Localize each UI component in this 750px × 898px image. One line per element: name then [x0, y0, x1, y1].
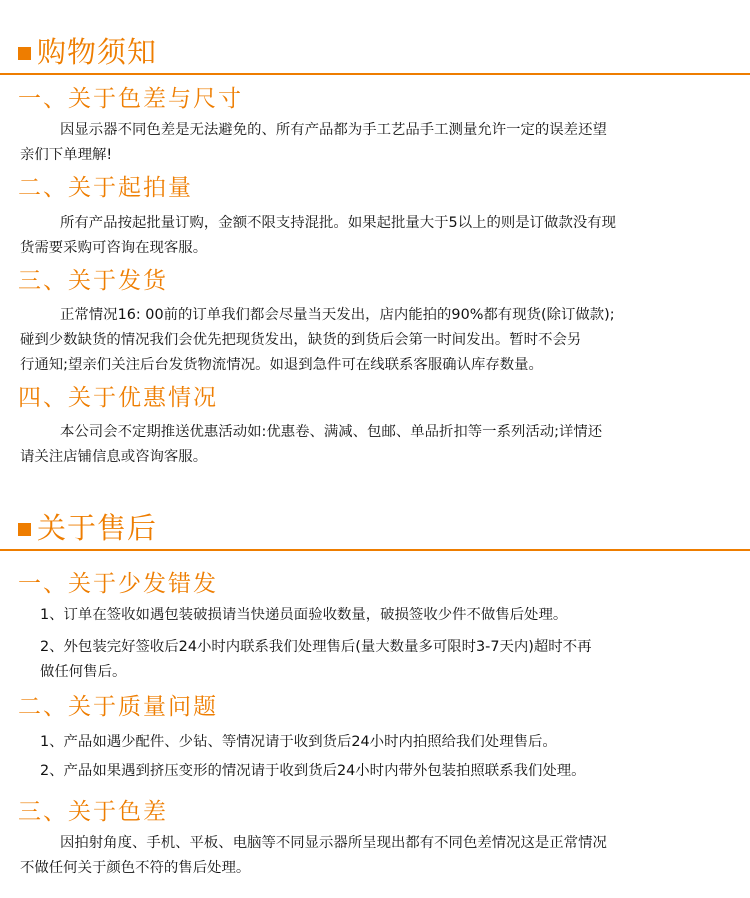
list-item: 1、订单在签收如遇包装破损请当快递员面验收数量，破损签收少件不做售后处理。: [40, 607, 568, 623]
list-item: 2、外包装完好签收后24小时内联系我们处理售后(量大数量多可限时3-7天内)超时不再 做任何售后。: [40, 639, 592, 680]
heading-color-difference: 三、关于色差: [18, 799, 168, 825]
section-title-after-sales: 关于售后: [18, 506, 157, 546]
heading-color-size: 一、关于色差与尺寸: [18, 86, 243, 112]
orange-square-bullet-icon: [18, 47, 31, 60]
paragraph-color-difference: 因拍射角度、手机、平板、电脑等不同显示器所呈现出都有不同色差情况这是正常情况 不做任何关于颜色不符的售后处理。: [20, 835, 607, 876]
section-divider: [0, 549, 750, 551]
section-divider: [0, 73, 750, 75]
heading-shipping: 三、关于发货: [18, 268, 168, 294]
paragraph-color-size: 因显示器不同色差是无法避免的、所有产品都为手工艺品手工测量允许一定的误差还望 亲们下单理解!: [20, 122, 607, 163]
heading-missing-wrong-items: 一、关于少发错发: [18, 571, 218, 597]
list-item: 1、产品如遇少配件、少钻、等情况请于收到货后24小时内拍照给我们处理售后。: [40, 734, 557, 750]
paragraph-discounts: 本公司会不定期推送优惠活动如:优惠卷、满减、包邮、单品折扣等一系列活动;详情还 请关注店铺信息或咨询客服。: [20, 424, 603, 465]
heading-minimum-order: 二、关于起拍量: [18, 175, 193, 201]
orange-square-bullet-icon: [18, 523, 31, 536]
list-item: 2、产品如果遇到挤压变形的情况请于收到货后24小时内带外包装拍照联系我们处理。: [40, 763, 586, 779]
heading-discounts: 四、关于优惠情况: [18, 385, 218, 411]
heading-quality-issues: 二、关于质量问题: [18, 694, 218, 720]
section-title-shopping-notice: 购物须知: [18, 30, 157, 70]
paragraph-shipping: 正常情况16: 00前的订单我们都会尽量当天发出，店内能拍的90%都有现货(除订做款); 碰到少数缺货的情况我们会优先把现货发出，缺货的到货后会第一时间发出。暂时不会另 行通知;望亲们关注后台发货物流情况。如退到急件可在线联系客服确认库存数量。: [20, 307, 615, 373]
paragraph-minimum-order: 所有产品按起批量订购，金额不限支持混批。如果起批量大于5以上的则是订做款没有现 货需要采购可咨询在现客服。: [20, 215, 617, 256]
